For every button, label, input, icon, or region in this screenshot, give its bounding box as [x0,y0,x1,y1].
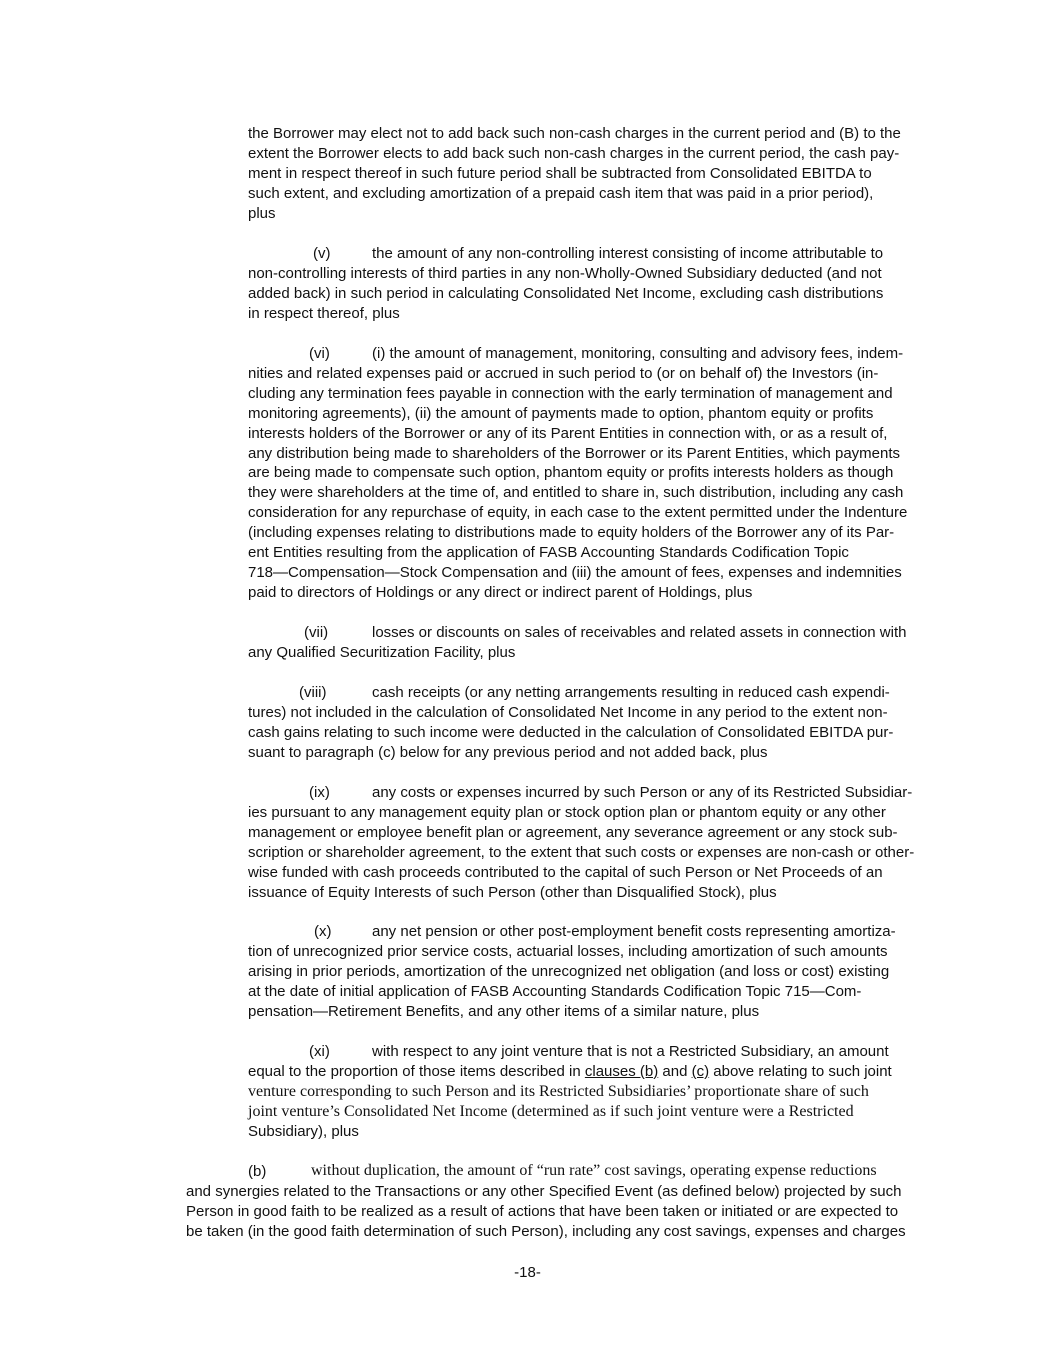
text-line: they were shareholders at the time of, and entitled to share in, such distribution, including any cash [248,484,904,502]
text-line: arising in prior periods, amortization of the unrecognized net obligation (and loss or cost) existing [248,962,890,980]
text-line: non-controlling interests of third parties in any non-Wholly-Owned Subsidiary deducted (and not [248,264,882,282]
text-line: plus [248,204,276,222]
text-line: pensation—Retirement Benefits, and any other items of a similar nature, plus [248,1002,760,1020]
text-line: management or employee benefit plan or agreement, any severance agreement or any stock sub- [248,823,898,841]
clause-first-line [248,344,938,364]
clause-vi [248,344,938,603]
clause-text: the amount of any non-controlling interest consisting of income attributable to [372,245,884,262]
clause-number: (xi) [309,1043,330,1060]
clause-text: losses or discounts on sales of receivables and related assets in connection with [372,624,907,641]
clause-first-line [248,683,938,703]
text-line: joint venture’s Consolidated Net Income (determined as if such joint venture were a Restricted [248,1102,854,1120]
text-line: monitoring agreements), (ii) the amount of payments made to option, phantom equity or profits [248,404,874,422]
text-line: venture corresponding to such Person and its Restricted Subsidiaries’ proportionate share of such [248,1082,869,1100]
text-line: any distribution being made to shareholders of the Borrower or its Parent Entities, which payments [248,444,901,462]
clause-text: (i) the amount of management, monitoring, consulting and advisory fees, indem- [372,345,904,362]
clause-v [248,244,938,324]
text-line: consideration for any repurchase of equity, in each case to the extent permitted under the Indenture [248,504,908,522]
clause-number: (vi) [309,345,330,362]
paragraph-b [186,1162,931,1242]
clause-first-line [248,783,938,803]
paragraph-first-line [186,1162,931,1182]
clause-first-line [248,1042,938,1062]
text-line: cluding any termination fees payable in connection with the early termination of management and [248,384,893,402]
text-line: ies pursuant to any management equity plan or stock option plan or phantom equity or any other [248,803,886,821]
text-line: paid to directors of Holdings or any direct or indirect parent of Holdings, plus [248,583,753,601]
text-line: interests holders of the Borrower or any of its Parent Entities in connection with, or as a result of, [248,424,888,442]
text-segment: above relating to such joint [709,1062,892,1080]
clause-x [248,922,938,1022]
text-line: the Borrower may elect not to add back such non-cash charges in the current period and (B) to the [248,125,901,142]
clause-b-reference: clauses (b) [584,1062,659,1080]
clause-first-line [248,922,938,942]
clause-c-reference: (c) [691,1062,710,1080]
clause-text: any costs or expenses incurred by such Person or any of its Restricted Subsidiar- [372,784,913,801]
text-line: (including expenses relating to distributions made to equity holders of the Borrower any of its Par- [248,524,895,542]
text-line: Subsidiary), plus [248,1122,359,1140]
clause-number: (x) [314,923,332,940]
clause-first-line [248,244,938,264]
text-line: be taken (in the good faith determination of such Person), including any cost savings, expenses and charges [186,1222,906,1240]
clause-number: (v) [313,245,331,262]
text-segment: and [658,1062,692,1080]
clause-text: any net pension or other post-employment benefit costs representing amortiza- [372,923,896,940]
paragraph-text: without duplication, the amount of “run rate” cost savings, operating expense reductions [311,1162,877,1179]
text-line: ent Entities resulting from the application of FASB Accounting Standards Codification Topic [248,544,849,562]
clause-ix [248,783,938,902]
text-line: any Qualified Securitization Facility, plus [248,643,516,661]
clause-number: (viii) [299,684,327,701]
clause-first-line [248,623,938,643]
clause-text: with respect to any joint venture that is not a Restricted Subsidiary, an amount [372,1043,889,1060]
text-line: are being made to compensate such option, phantom equity or profits interests holders as though [248,464,894,482]
text-line: in respect thereof, plus [248,304,400,322]
continuation-paragraph [248,124,938,224]
text-line: nities and related expenses paid or accrued in such period to (or on behalf of) the Investors (in- [248,364,879,382]
text-line: issuance of Equity Interests of such Person (other than Disqualified Stock), plus [248,883,777,901]
text-line: cash gains relating to such income were deducted in the calculation of Consolidated EBITDA pur- [248,723,894,741]
text-line: scription or shareholder agreement, to the extent that such costs or expenses are non-cash or other- [248,843,915,861]
clause-viii [248,683,938,763]
text-line: such extent, and excluding amortization of a prepaid cash item that was paid in a prior period), [248,184,874,202]
text-line: suant to paragraph (c) below for any previous period and not added back, plus [248,743,768,761]
paragraph-number: (b) [248,1163,267,1180]
clause-number: (vii) [304,624,329,641]
clause-vii [248,623,938,663]
text-line: wise funded with cash proceeds contributed to the capital of such Person or Net Proceeds of an [248,863,883,881]
text-line: added back) in such period in calculating Consolidated Net Income, excluding cash distributions [248,284,884,302]
text-line: at the date of initial application of FASB Accounting Standards Codification Topic 715—Com- [248,982,862,1000]
clause-text: cash receipts (or any netting arrangements resulting in reduced cash expendi- [372,684,890,701]
text-line: 718—Compensation—Stock Compensation and (iii) the amount of fees, expenses and indemnities [248,563,902,581]
clause-xi [248,1042,938,1142]
text-segment: equal to the proportion of those items described in [248,1062,585,1080]
text-line: Person in good faith to be realized as a result of actions that have been taken or initiated or are expected to [186,1202,899,1220]
page-number: -18- [514,1264,541,1281]
text-line: tion of unrecognized prior service costs, actuarial losses, including amortization of such amounts [248,942,888,960]
text-line: and synergies related to the Transactions or any other Specified Event (as defined below) projected by such [186,1182,902,1200]
text-line: ment in respect thereof in such future period shall be subtracted from Consolidated EBITDA to [248,164,872,182]
text-line: tures) not included in the calculation of Consolidated Net Income in any period to the extent non- [248,703,888,721]
text-line: extent the Borrower elects to add back such non-cash charges in the current period, the cash pay- [248,144,900,162]
clause-number: (ix) [309,784,330,801]
text-line [248,1062,938,1082]
